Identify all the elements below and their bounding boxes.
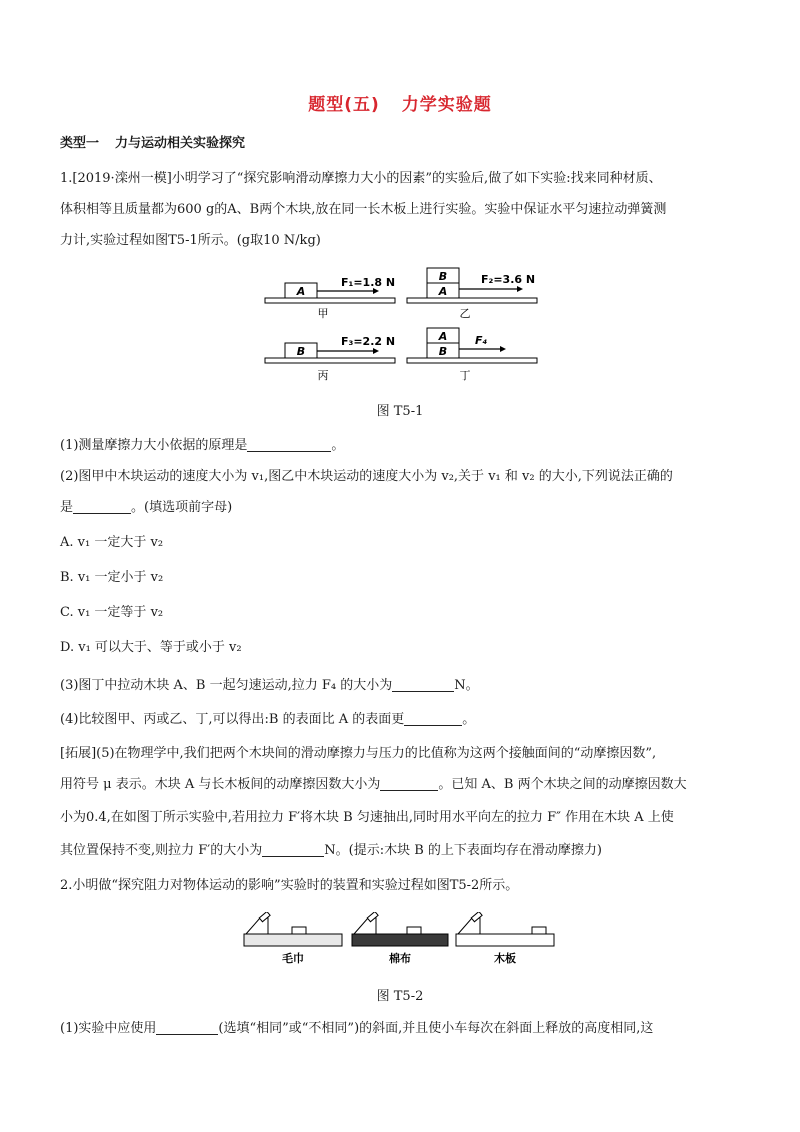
- option-d: D. v₁ 可以大于、等于或小于 v₂: [60, 640, 242, 655]
- board: [265, 298, 395, 303]
- surface-label: 毛巾: [282, 952, 304, 965]
- q1-sub2-line1: (2)图甲中木块运动的速度大小为 v₁,图乙中木块运动的速度大小为 v₂,关于 v₁ 和 v₂ 的大小,下列说法正确的: [60, 469, 673, 484]
- panel-label: 丁: [459, 369, 471, 382]
- q1-sub5-line3: 小为0.4,在如图丁所示实验中,若用拉力 F′将木块 B 匀速抽出,同时用水平向左的拉力 F″ 作用在木块 A 上使: [60, 810, 674, 825]
- title-part2: 力学实验题: [401, 95, 492, 115]
- cart: [292, 927, 306, 934]
- answer-blank[interactable]: [380, 777, 438, 791]
- q1-sub5-line2-a: 用符号 μ 表示。木块 A 与长木板间的动摩擦因数大小为: [60, 777, 381, 792]
- q1-intro-line3: 力计,实验过程如图T5-1所示。(g取10 N/kg): [60, 233, 321, 248]
- panel-bing: [265, 335, 395, 382]
- panel-label: 丙: [317, 369, 329, 382]
- q1-sub1-end: 。: [331, 438, 345, 453]
- q1-sub4: [60, 711, 750, 729]
- q1-sub2-line2: [60, 499, 750, 517]
- option-c: C. v₁ 一定等于 v₂: [60, 605, 164, 620]
- section-part2: 力与运动相关实验探究: [115, 136, 246, 151]
- cart: [532, 927, 546, 934]
- q1-sub3-unit: N。: [454, 678, 479, 693]
- panel-wood: [456, 912, 554, 965]
- q2-intro: 2.小明做“探究阻力对物体运动的影响”实验时的装置和实验过程如图T5-2所示。: [60, 878, 519, 893]
- block-label: A: [296, 285, 306, 298]
- answer-blank[interactable]: [156, 1021, 218, 1035]
- answer-blank[interactable]: [392, 678, 454, 692]
- panel-label: 乙: [459, 307, 471, 320]
- option-b: B. v₁ 一定小于 v₂: [60, 570, 164, 585]
- q1-sub5-line2: [60, 776, 750, 794]
- page-title: [0, 90, 800, 115]
- block-top-label: B: [438, 270, 448, 283]
- panel-label: 甲: [317, 307, 329, 320]
- block-label: B: [296, 345, 306, 358]
- section-heading: [60, 132, 245, 151]
- option-a: A. v₁ 一定大于 v₂: [60, 535, 164, 550]
- panel-cotton: [352, 912, 448, 965]
- block-bottom-label: B: [438, 345, 448, 358]
- q1-sub2-prefix: 是: [60, 500, 74, 515]
- panel-yi: [407, 268, 537, 320]
- q2-sub1-text: (1)实验中应使用: [60, 1021, 157, 1036]
- q1-sub1: [60, 437, 750, 455]
- section-part1: 类型一: [60, 136, 100, 151]
- panel-ding: [407, 328, 537, 382]
- q1-sub5-line4-b: N。(提示:木块 B 的上下表面均存在滑动摩擦力): [324, 843, 602, 858]
- q1-intro-line2: 体积相等且质量都为600 g的A、B两个木块,放在同一长木板上进行实验。实验中保证水平匀速拉动弹簧测: [60, 202, 667, 217]
- q1-sub2-suffix: 。(填选项前字母): [131, 500, 233, 515]
- arrow-head: [373, 348, 379, 354]
- cart: [407, 927, 421, 934]
- force-label: F₃=2.2 N: [341, 335, 396, 348]
- q1-sub5-line4-a: 其位置保持不变,则拉力 F′的大小为: [60, 843, 263, 858]
- force-label: F₂=3.6 N: [481, 273, 536, 286]
- figure-caption-t5-2: 图 T5-2: [376, 989, 424, 1004]
- arrow-head: [517, 286, 523, 292]
- surface-label: 棉布: [389, 952, 411, 965]
- figure-caption-t5-1: 图 T5-1: [376, 404, 424, 419]
- title-part1: 题型(五): [308, 95, 380, 115]
- arrow-head: [500, 346, 506, 352]
- figure-t5-2: [242, 912, 558, 970]
- surface-label: 木板: [494, 952, 516, 965]
- q1-sub5-line1: [拓展](5)在物理学中,我们把两个木块间的滑动摩擦力与压力的比值称为这两个接触面间的“动摩擦因数”,: [60, 746, 657, 761]
- force-label: F₁=1.8 N: [341, 276, 396, 289]
- answer-blank[interactable]: [262, 843, 324, 857]
- block-bottom-label: A: [438, 285, 448, 298]
- q1-sub3-text: (3)图丁中拉动木块 A、B 一起匀速运动,拉力 F₄ 的大小为: [60, 678, 393, 693]
- q1-sub3: [60, 677, 750, 695]
- board: [407, 298, 537, 303]
- figure-t5-1: [255, 265, 555, 387]
- block-top-label: A: [438, 330, 448, 343]
- board: [407, 358, 537, 363]
- q1-sub5-line2-b: 。已知 A、B 两个木块之间的动摩擦因数大: [438, 777, 687, 792]
- surface-towel: [244, 934, 342, 946]
- force-label: F₄: [475, 334, 488, 347]
- q1-intro-line1: 1.[2019·滦州一模]小明学习了“探究影响滑动摩擦力大小的因素”的实验后,做了如下实验:找来同种材质、: [60, 171, 662, 186]
- board: [265, 358, 395, 363]
- q1-sub1-text: (1)测量摩擦力大小依据的原理是: [60, 438, 248, 453]
- q1-sub4-text: (4)比较图甲、丙或乙、丁,可以得出:B 的表面比 A 的表面更: [60, 712, 405, 727]
- surface-wood: [456, 934, 554, 946]
- answer-blank[interactable]: [404, 712, 462, 726]
- panel-towel: [244, 912, 342, 965]
- answer-blank[interactable]: [247, 438, 331, 452]
- q1-sub4-end: 。: [462, 712, 476, 727]
- q2-sub1-rest: (选填“相同”或“不相同”)的斜面,并且使小车每次在斜面上释放的高度相同,这: [218, 1021, 654, 1036]
- q2-sub1: [60, 1020, 750, 1038]
- answer-blank[interactable]: [73, 500, 131, 514]
- surface-cotton: [352, 934, 448, 946]
- panel-jia: [265, 276, 395, 320]
- q1-sub5-line4: [60, 842, 750, 860]
